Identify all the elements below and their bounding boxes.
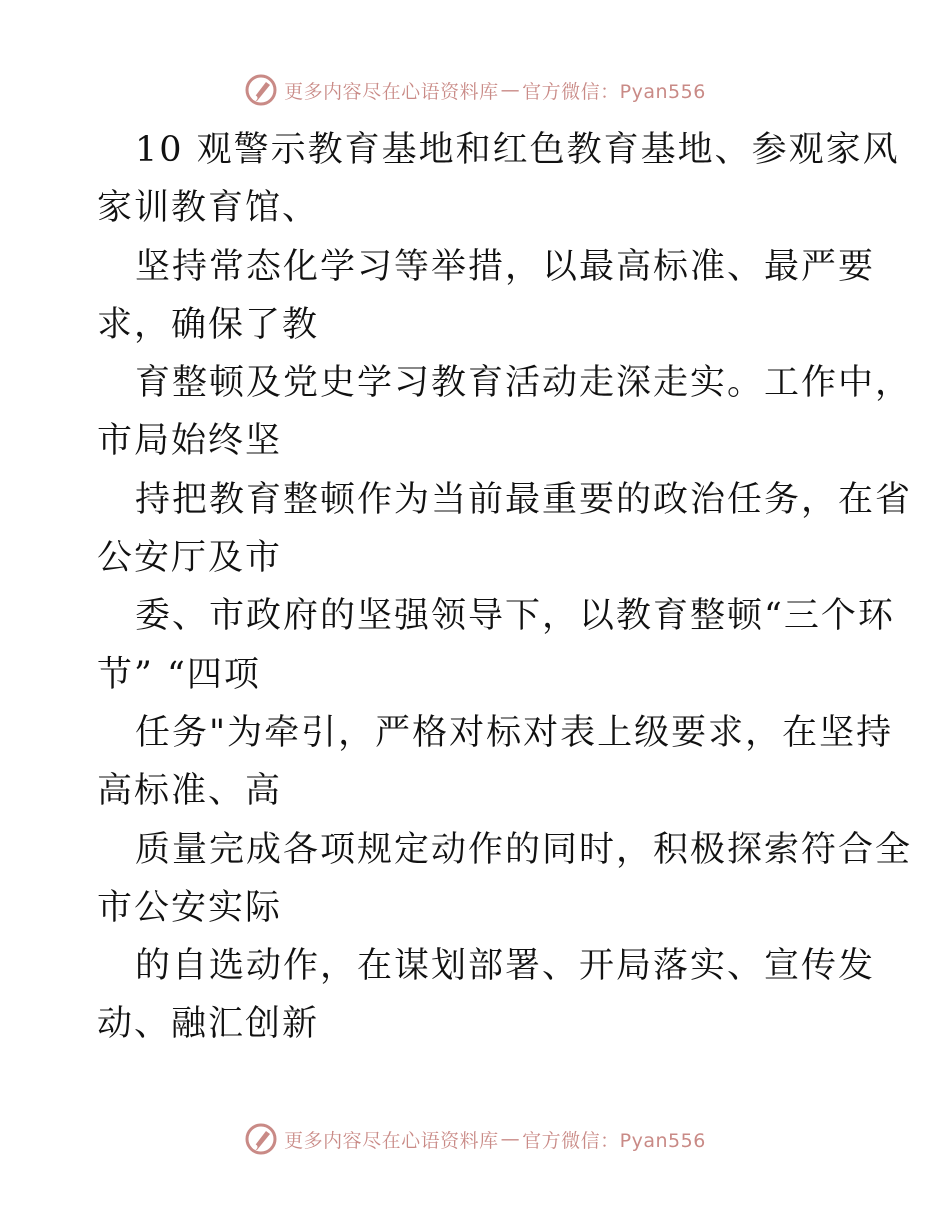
text-line: 动、融汇创新 [97, 1004, 320, 1045]
text-line: 公安厅及市 [97, 538, 283, 579]
text-line: 家训教育馆、 [97, 188, 320, 229]
text-line: 持把教育整顿作为当前最重要的政治任务，在省 [135, 479, 913, 520]
text-line: 任务"为牵引，严格对标对表上级要求，在坚持 [135, 712, 894, 753]
text-line: 10 观警示教育基地和红色教育基地、参观家风 [135, 130, 900, 170]
document-body [97, 121, 913, 1054]
watermark-separator: — [500, 79, 521, 101]
text-line: 市公安实际 [97, 887, 283, 928]
watermark-text: 更多内容尽在心语资料库 [284, 1129, 499, 1152]
watermark-contact: 官方微信：Pyan556 [522, 80, 706, 103]
pen-logo-icon [244, 1122, 278, 1156]
watermark-separator: — [500, 1128, 521, 1150]
text-line: 质量完成各项规定动作的同时，积极探索符合全 [135, 829, 913, 870]
pen-logo-icon [244, 73, 278, 107]
text-line: 节” “四项 [97, 654, 261, 695]
text-line: 市局始终坚 [97, 421, 283, 462]
text-line: 求，确保了教 [97, 304, 320, 345]
text-line: 育整顿及党史学习教育活动走深走实。工作中， [135, 363, 913, 404]
header-watermark [0, 70, 950, 110]
text-line: 的自选动作，在谋划部署、开局落实、宣传发 [135, 946, 876, 987]
text-line: 高标准、高 [97, 771, 283, 812]
watermark-contact: 官方微信：Pyan556 [522, 1129, 706, 1152]
footer-watermark [0, 1119, 950, 1159]
watermark-text: 更多内容尽在心语资料库 [284, 80, 499, 103]
text-line: 委、市政府的坚强领导下，以教育整顿“三个环 [135, 596, 895, 637]
text-line: 坚持常态化学习等举措，以最高标准、最严要 [135, 246, 876, 287]
